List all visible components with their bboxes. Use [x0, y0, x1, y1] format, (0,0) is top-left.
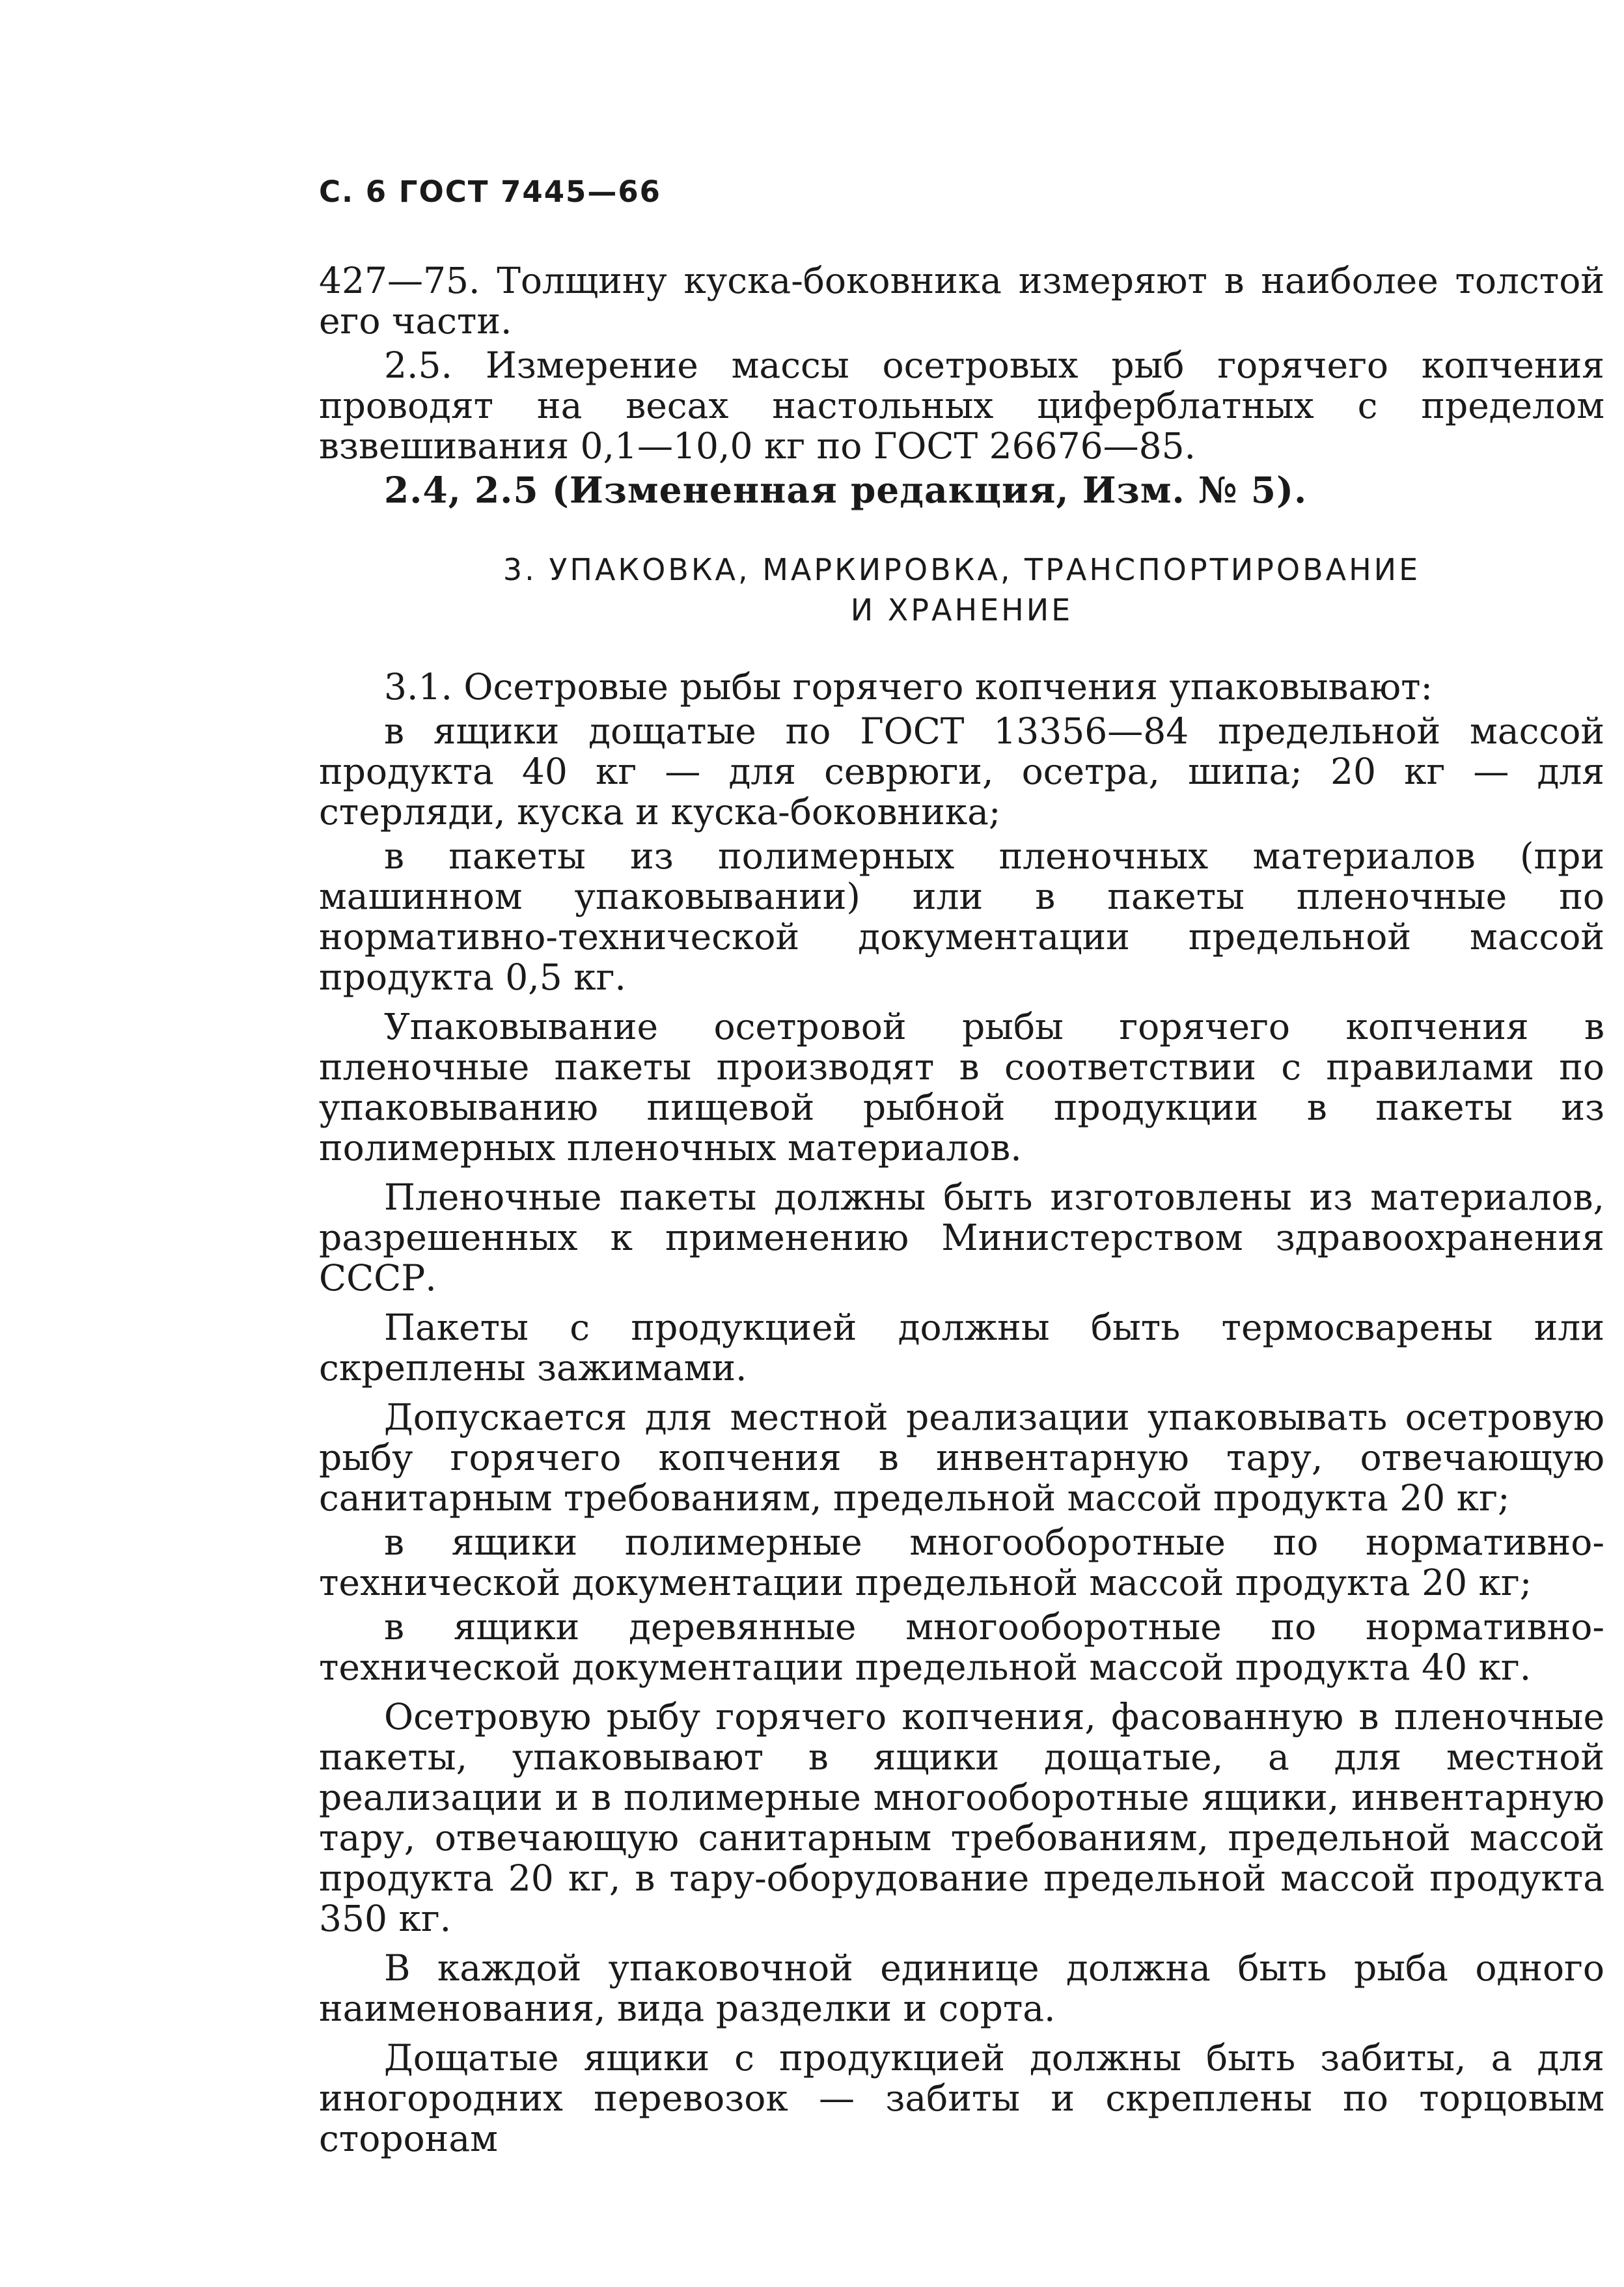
paragraph: в ящики дощатые по ГОСТ 13356—84 предельной массой продукта 40 кг — для севрюги, осетра, шипа; 20 кг — для стерляди, куска и куска-боковника;	[319, 710, 1604, 833]
section-title	[319, 549, 1604, 630]
paragraph: 2.5. Измерение массы осетровых рыб горячего копчения проводят на весах настольных циферблатных с пределом взвешивания 0,1—10,0 кг по ГОСТ 26676—85.	[319, 344, 1604, 467]
paragraph: В каждой упаковочной единице должна быть рыба одного наименования, вида разделки и сорта.	[319, 1947, 1604, 2029]
paragraph: Осетровую рыбу горячего копчения, фасованную в пленочные пакеты, упаковывают в ящики дощатые, а для местной реализации и в полимерные многооборотные ящики, инвентарную тару, отвечающую санитарным требованиям, предельной массой продукта 20 кг, в тару-оборудование предельной массой продукта 350 кг.	[319, 1696, 1604, 1939]
section-title-line: И ХРАНЕНИЕ	[850, 592, 1073, 628]
document-body	[319, 260, 1604, 2163]
paragraph: в пакеты из полимерных пленочных материалов (при машинном упаковывании) или в пакеты пленочные по нормативно-технической документации предельной массой продукта 0,5 кг.	[319, 835, 1604, 998]
paragraph: Пакеты с продукцией должны быть термосварены или скреплены зажимами.	[319, 1307, 1604, 1389]
paragraph: Пленочные пакеты должны быть изготовлены из материалов, разрешенных к применению Министерством здравоохранения СССР.	[319, 1176, 1604, 1299]
section-title-line: 3. УПАКОВКА, МАРКИРОВКА, ТРАНСПОРТИРОВАНИЕ	[502, 552, 1421, 587]
paragraph: Допускается для местной реализации упаковывать осетровую рыбу горячего копчения в инвентарную тару, отвечающую санитарным требованиям, предельной массой продукта 20 кг;	[319, 1396, 1604, 1519]
paragraph: Дощатые ящики с продукцией должны быть забиты, а для иногородних перевозок — забиты и скреплены по торцовым сторонам	[319, 2037, 1604, 2159]
paragraph: 427—75. Толщину куска-боковника измеряют в наиболее толстой его части.	[319, 260, 1604, 342]
paragraph: Упаковывание осетровой рыбы горячего копчения в пленочные пакеты производят в соответствии с правилами по упаковыванию пищевой рыбной продукции в пакеты из полимерных пленочных материалов.	[319, 1006, 1604, 1169]
amendment-note: 2.4, 2.5 (Измененная редакция, Изм. № 5).	[384, 469, 1308, 511]
paragraph: 3.1. Осетровые рыбы горячего копчения упаковывают:	[384, 666, 1433, 708]
paragraph: в ящики полимерные многооборотные по нормативно-технической документации предельной массой продукта 20 кг;	[319, 1521, 1604, 1603]
page-header: С. 6 ГОСТ 7445—66	[319, 174, 661, 209]
paragraph: в ящики деревянные многооборотные по нормативно-технической документации предельной массой продукта 40 кг.	[319, 1606, 1604, 1688]
